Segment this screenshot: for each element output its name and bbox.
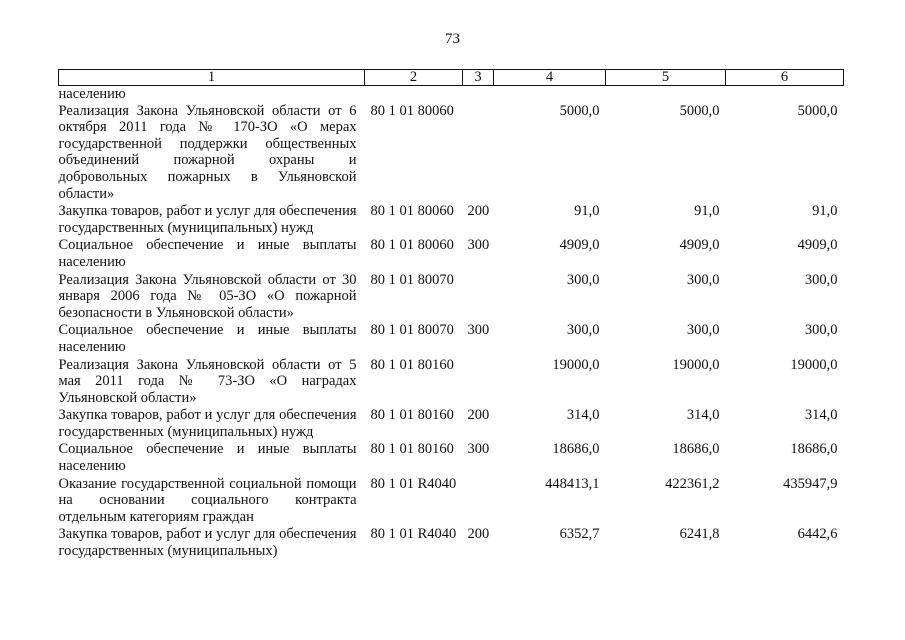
header-col-5: 5 (606, 70, 726, 86)
table-row (59, 322, 844, 356)
header-col-3: 3 (463, 70, 494, 86)
page-number: 73 (445, 31, 460, 47)
row-vr: 300 (467, 322, 490, 339)
table-row (59, 103, 844, 204)
row-value-2: 91,0 (694, 203, 720, 220)
row-value-1: 314,0 (566, 407, 600, 424)
row-vr: 200 (467, 407, 490, 424)
row-value-2: 6241,8 (679, 526, 720, 543)
row-code: 80 1 01 80060 (370, 102, 454, 119)
row-name: Оказание государственной социальной помощи на основании социального контракта отдельным категориям граждан (58, 475, 357, 525)
row-value-2: 422361,2 (665, 475, 720, 492)
row-value-3: 5000,0 (797, 102, 838, 119)
table-row (59, 407, 844, 441)
row-vr (463, 103, 494, 204)
row-value-2: 300,0 (686, 322, 720, 339)
row-value-2: 300,0 (686, 271, 720, 288)
row-value-1: 91,0 (574, 203, 600, 220)
row-value-2: 4909,0 (679, 237, 720, 254)
row-vr: 300 (467, 237, 490, 254)
row-name: Закупка товаров, работ и услуг для обеспечения государственных (муниципальных) (58, 526, 357, 560)
row-vr: 200 (467, 526, 490, 543)
table-row (59, 441, 844, 475)
row-value-2: 19000,0 (672, 356, 720, 373)
row-code: 80 1 01 R4040 (370, 526, 457, 543)
row-value-3: 314,0 (804, 407, 838, 424)
header-col-6: 6 (726, 70, 844, 86)
table-row (59, 237, 844, 271)
row-name: Социальное обеспечение и иные выплаты населению (58, 237, 357, 270)
row-code: 80 1 01 80160 (370, 441, 454, 458)
header-col-2: 2 (365, 70, 463, 86)
row-vr (463, 476, 494, 527)
header-col-4: 4 (494, 70, 606, 86)
row-name: Закупка товаров, работ и услуг для обеспечения государственных (муниципальных) нужд (58, 407, 357, 440)
continuation-text: населению (58, 86, 126, 102)
row-value-2: 5000,0 (679, 102, 720, 119)
row-name: Реализация Закона Ульяновской области от 6 октября 2011 года № 170-ЗО «О мерах государственной поддержки общественных объединений пожарной охраны и добровольных пожарных в Ульяновской области» (58, 102, 357, 202)
row-value-3: 300,0 (804, 271, 838, 288)
row-value-2: 18686,0 (672, 441, 720, 458)
header-row (59, 70, 844, 86)
budget-table (58, 69, 844, 561)
row-value-1: 448413,1 (545, 475, 600, 492)
row-value-1: 19000,0 (552, 356, 600, 373)
row-code: 80 1 01 80070 (370, 271, 454, 288)
table-row (59, 526, 844, 560)
row-value-1: 4909,0 (559, 237, 600, 254)
row-code: 80 1 01 80160 (370, 407, 454, 424)
row-vr (463, 357, 494, 408)
row-value-1: 5000,0 (559, 102, 600, 119)
row-name: Социальное обеспечение и иные выплаты населению (58, 441, 357, 475)
row-code: 80 1 01 80060 (370, 237, 454, 254)
row-value-3: 6442,6 (797, 526, 838, 543)
row-value-3: 91,0 (812, 203, 838, 220)
row-code: 80 1 01 80160 (370, 356, 454, 373)
table-row (59, 357, 844, 408)
row-vr: 200 (467, 203, 490, 220)
continuation-row (59, 86, 844, 103)
row-code: 80 1 01 80070 (370, 322, 454, 339)
row-value-1: 300,0 (566, 271, 600, 288)
row-value-3: 300,0 (804, 322, 838, 339)
table-row (59, 476, 844, 527)
row-value-3: 18686,0 (790, 441, 838, 458)
row-vr (463, 272, 494, 323)
table-row (59, 203, 844, 237)
row-value-1: 6352,7 (559, 526, 600, 543)
row-name: Закупка товаров, работ и услуг для обеспечения государственных (муниципальных) нужд (58, 203, 357, 236)
row-value-1: 300,0 (566, 322, 600, 339)
row-code: 80 1 01 80060 (370, 203, 454, 220)
row-vr: 300 (467, 441, 490, 458)
row-name: Социальное обеспечение и иные выплаты населению (58, 322, 357, 355)
row-value-3: 4909,0 (797, 237, 838, 254)
header-col-1: 1 (59, 70, 365, 86)
row-name: Реализация Закона Ульяновской области от 30 января 2006 года № 05-ЗО «О пожарной безопасности в Ульяновской области» (58, 271, 357, 321)
row-value-3: 19000,0 (790, 356, 838, 373)
table-row (59, 272, 844, 323)
row-name: Реализация Закона Ульяновской области от 5 мая 2011 года № 73-ЗО «О наградах Ульяновской области» (58, 356, 357, 406)
row-value-2: 314,0 (686, 407, 720, 424)
row-value-1: 18686,0 (552, 441, 600, 458)
row-value-3: 435947,9 (783, 475, 838, 492)
row-code: 80 1 01 R4040 (370, 475, 457, 492)
